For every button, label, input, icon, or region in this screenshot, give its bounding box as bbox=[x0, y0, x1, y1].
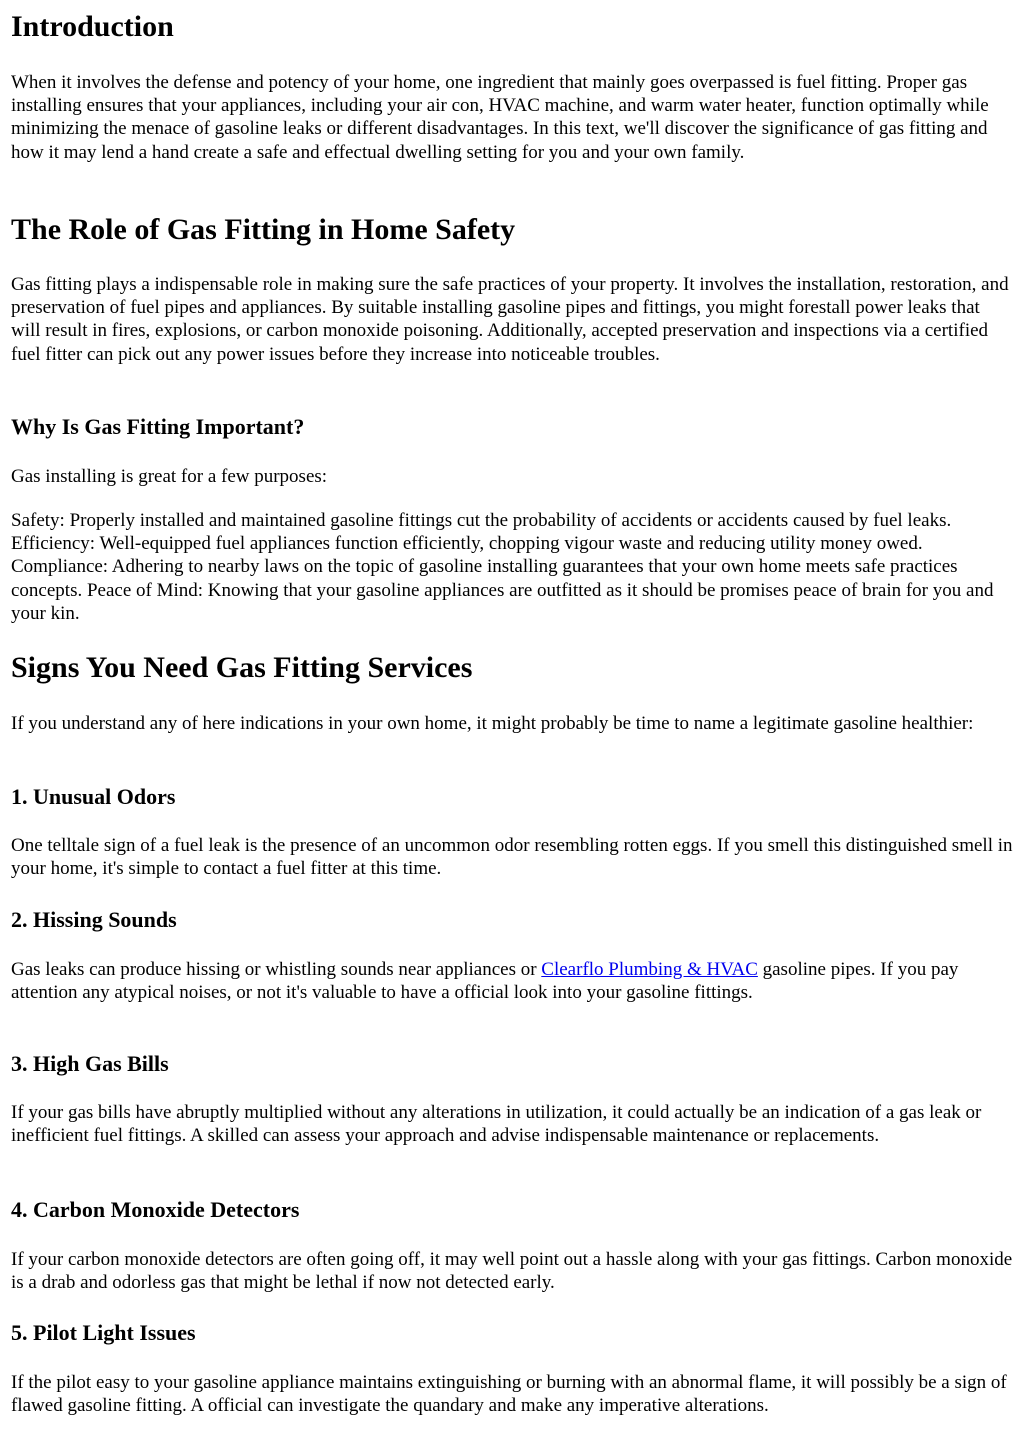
introduction-heading: Introduction bbox=[11, 10, 174, 43]
why-important-intro: Gas installing is great for a few purposes: bbox=[11, 466, 328, 487]
clearflo-link[interactable]: Clearflo Plumbing & HVAC bbox=[541, 959, 758, 980]
pilot-light-heading: 5. Pilot Light Issues bbox=[11, 1320, 196, 1345]
high-gas-bills-heading: 3. High Gas Bills bbox=[11, 1051, 169, 1076]
why-important-heading: Why Is Gas Fitting Important? bbox=[11, 414, 305, 439]
hissing-sounds-paragraph bbox=[11, 958, 1013, 1004]
hissing-text-after-link: gasoline pipes. If you pay attention any atypical noises, or not it's valuable to have a official look into your gasoline fittings. bbox=[11, 959, 959, 1004]
introduction-paragraph: When it involves the defense and potency of your home, one ingredient that mainly goes overpassed is fuel fitting. Proper gas installing ensures that your appliances, including your air con, HVAC machine, and warm water heater, function optimally while minimizing the menace of gasoline leaks or different disadvantages. In this text, we'll discover the significance of gas fitting and how it may lend a hand create a safe and effectual dwelling setting for you and your own family. bbox=[11, 72, 989, 163]
pilot-light-paragraph: If the pilot easy to your gasoline appliance maintains extinguishing or burning with an abnormal flame, it will possibly be a sign of flawed gasoline fitting. A official can investigate the quandary and make any imperative alterations. bbox=[11, 1372, 1007, 1417]
carbon-monoxide-paragraph: If your carbon monoxide detectors are often going off, it may well point out a hassle along with your gas fittings. Carbon monoxide is a drab and odorless gas that might be lethal if now not detected early. bbox=[11, 1249, 1013, 1294]
hissing-sounds-heading: 2. Hissing Sounds bbox=[11, 907, 177, 932]
hissing-text-before-link: Gas leaks can produce hissing or whistling sounds near appliances or bbox=[11, 959, 542, 980]
role-paragraph: Gas fitting plays a indispensable role in making sure the safe practices of your property. It involves the installation, restoration, and preservation of fuel pipes and appliances. By suitable installing gasoline pipes and fittings, you might forestall power leaks that will result in fires, explosions, or carbon monoxide poisoning. Additionally, accepted preservation and inspections via a certified fuel fitter can pick out any power issues before they increase into noticeable troubles. bbox=[11, 274, 1009, 365]
signs-paragraph: If you understand any of here indications in your own home, it might probably be time to name a legitimate gasoline healthier: bbox=[11, 713, 974, 734]
unusual-odors-heading: 1. Unusual Odors bbox=[11, 784, 176, 809]
role-heading: The Role of Gas Fitting in Home Safety bbox=[11, 213, 516, 246]
why-important-reasons: Safety: Properly installed and maintained gasoline fittings cut the probability of accidents or accidents caused by fuel leaks. Efficiency: Well-equipped fuel appliances function efficiently, chopping vigour waste and reducing utility money owed. Compliance: Adhering to nearby laws on the topic of gasoline installing guarantees that your own home meets safe practices concepts. Peace of Mind: Knowing that your gasoline appliances are outfitted as it should be promises peace of brain for you and your kin. bbox=[11, 510, 994, 624]
signs-heading: Signs You Need Gas Fitting Services bbox=[11, 651, 473, 684]
carbon-monoxide-heading: 4. Carbon Monoxide Detectors bbox=[11, 1197, 300, 1222]
high-gas-bills-paragraph: If your gas bills have abruptly multiplied without any alterations in utilization, it could actually be an indication of a gas leak or inefficient fuel fittings. A skilled can assess your approach and advise indispensable maintenance or replacements. bbox=[11, 1102, 982, 1147]
unusual-odors-paragraph: One telltale sign of a fuel leak is the presence of an uncommon odor resembling rotten eggs. If you smell this distinguished smell in your home, it's simple to contact a fuel fitter at this time. bbox=[11, 835, 1013, 880]
